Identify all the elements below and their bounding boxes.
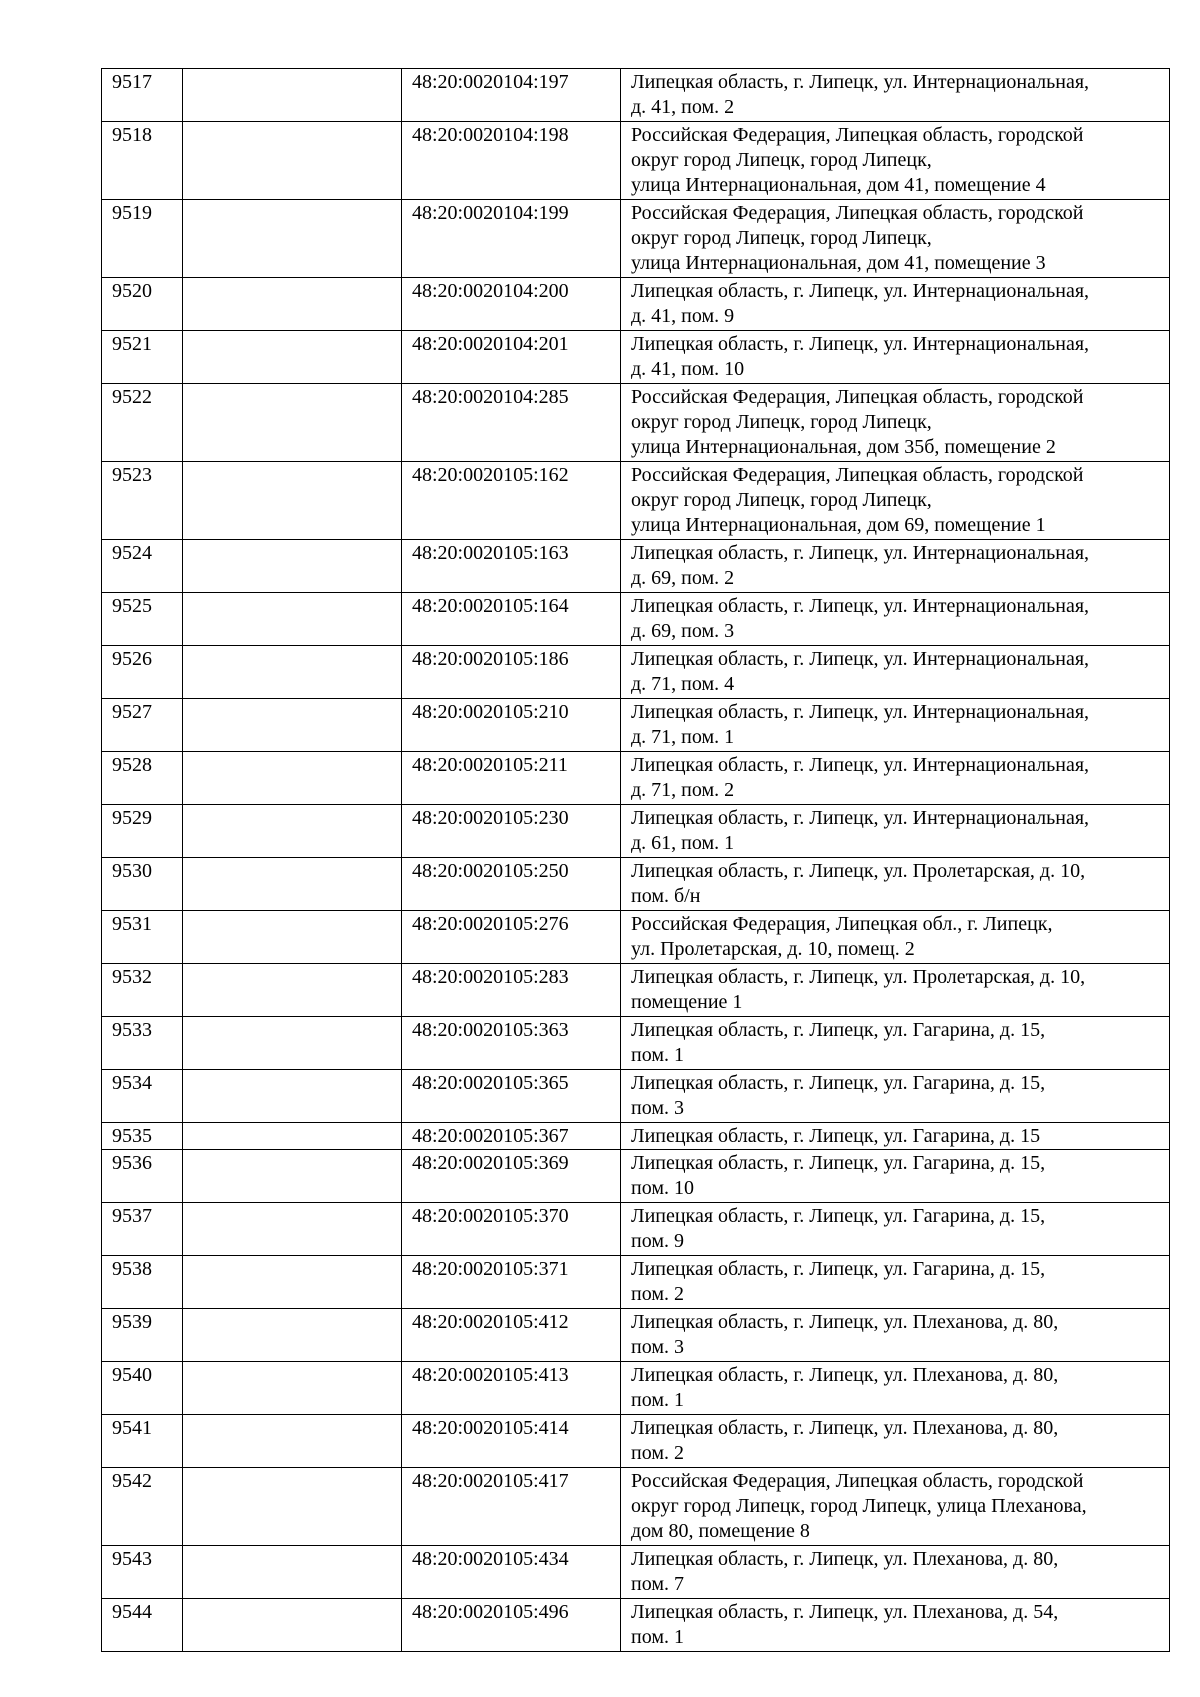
row-empty-cell xyxy=(183,805,402,858)
row-empty-cell xyxy=(183,1415,402,1468)
table-row xyxy=(102,1415,1170,1468)
cadastral-number: 48:20:0020105:164 xyxy=(402,593,621,646)
row-empty-cell xyxy=(183,540,402,593)
row-empty-cell xyxy=(183,1546,402,1599)
address: Липецкая область, г. Липецк, ул. Гагарина, д. 15, пом. 2 xyxy=(621,1256,1170,1309)
table-row xyxy=(102,331,1170,384)
row-number: 9529 xyxy=(102,805,183,858)
row-empty-cell xyxy=(183,699,402,752)
table-row xyxy=(102,1150,1170,1203)
address: Российская Федерация, Липецкая область, городской округ город Липецк, город Липецк, улица Плеханова, дом 80, помещение 8 xyxy=(621,1468,1170,1546)
row-number: 9541 xyxy=(102,1415,183,1468)
table-row xyxy=(102,1599,1170,1652)
cadastral-number: 48:20:0020104:285 xyxy=(402,384,621,462)
row-number: 9517 xyxy=(102,69,183,122)
table-row xyxy=(102,593,1170,646)
table-row xyxy=(102,69,1170,122)
row-empty-cell xyxy=(183,278,402,331)
cadastral-number: 48:20:0020105:367 xyxy=(402,1123,621,1150)
table-row xyxy=(102,462,1170,540)
row-empty-cell xyxy=(183,911,402,964)
address: Липецкая область, г. Липецк, ул. Плеханова, д. 80, пом. 3 xyxy=(621,1309,1170,1362)
cadastral-number: 48:20:0020105:371 xyxy=(402,1256,621,1309)
table-row xyxy=(102,964,1170,1017)
address: Липецкая область, г. Липецк, ул. Интернациональная, д. 61, пом. 1 xyxy=(621,805,1170,858)
row-number: 9536 xyxy=(102,1150,183,1203)
cadastral-number: 48:20:0020104:200 xyxy=(402,278,621,331)
cadastral-number: 48:20:0020105:283 xyxy=(402,964,621,1017)
table-row xyxy=(102,1362,1170,1415)
row-empty-cell xyxy=(183,122,402,200)
cadastral-number: 48:20:0020105:162 xyxy=(402,462,621,540)
row-empty-cell xyxy=(183,1150,402,1203)
address: Липецкая область, г. Липецк, ул. Плеханова, д. 80, пом. 2 xyxy=(621,1415,1170,1468)
cadastral-number: 48:20:0020105:365 xyxy=(402,1070,621,1123)
table-row xyxy=(102,646,1170,699)
cadastral-number: 48:20:0020105:250 xyxy=(402,858,621,911)
row-empty-cell xyxy=(183,331,402,384)
row-empty-cell xyxy=(183,1599,402,1652)
row-empty-cell xyxy=(183,1468,402,1546)
table-row xyxy=(102,1070,1170,1123)
table-row xyxy=(102,1256,1170,1309)
row-number: 9524 xyxy=(102,540,183,593)
table-row xyxy=(102,1123,1170,1150)
address: Липецкая область, г. Липецк, ул. Интернациональная, д. 69, пом. 3 xyxy=(621,593,1170,646)
row-empty-cell xyxy=(183,1362,402,1415)
cadastral-number: 48:20:0020104:199 xyxy=(402,200,621,278)
address: Российская Федерация, Липецкая область, городской округ город Липецк, город Липецк, улица Интернациональная, дом 41, помещение 4 xyxy=(621,122,1170,200)
cadastral-number: 48:20:0020105:230 xyxy=(402,805,621,858)
address: Липецкая область, г. Липецк, ул. Плеханова, д. 54, пом. 1 xyxy=(621,1599,1170,1652)
cadastral-number: 48:20:0020105:210 xyxy=(402,699,621,752)
table-row xyxy=(102,1203,1170,1256)
cadastral-number: 48:20:0020105:417 xyxy=(402,1468,621,1546)
row-empty-cell xyxy=(183,1070,402,1123)
row-number: 9533 xyxy=(102,1017,183,1070)
address: Липецкая область, г. Липецк, ул. Гагарина, д. 15, пом. 10 xyxy=(621,1150,1170,1203)
table-row xyxy=(102,540,1170,593)
row-number: 9540 xyxy=(102,1362,183,1415)
row-empty-cell xyxy=(183,1309,402,1362)
cadastral-number: 48:20:0020104:197 xyxy=(402,69,621,122)
cadastral-number: 48:20:0020105:276 xyxy=(402,911,621,964)
cadastral-number: 48:20:0020105:211 xyxy=(402,752,621,805)
row-number: 9528 xyxy=(102,752,183,805)
row-number: 9539 xyxy=(102,1309,183,1362)
address: Липецкая область, г. Липецк, ул. Плеханова, д. 80, пом. 1 xyxy=(621,1362,1170,1415)
row-empty-cell xyxy=(183,1017,402,1070)
table-row xyxy=(102,911,1170,964)
table-row xyxy=(102,858,1170,911)
cadastral-number: 48:20:0020105:370 xyxy=(402,1203,621,1256)
table-row xyxy=(102,1309,1170,1362)
row-empty-cell xyxy=(183,1203,402,1256)
address: Российская Федерация, Липецкая область, городской округ город Липецк, город Липецк, улица Интернациональная, дом 35б, помещение 2 xyxy=(621,384,1170,462)
row-number: 9518 xyxy=(102,122,183,200)
row-empty-cell xyxy=(183,384,402,462)
cadastral-number: 48:20:0020105:186 xyxy=(402,646,621,699)
row-empty-cell xyxy=(183,593,402,646)
address: Липецкая область, г. Липецк, ул. Интернациональная, д. 71, пом. 1 xyxy=(621,699,1170,752)
property-table-body xyxy=(102,69,1170,1652)
address: Российская Федерация, Липецкая область, городской округ город Липецк, город Липецк, улица Интернациональная, дом 41, помещение 3 xyxy=(621,200,1170,278)
address: Липецкая область, г. Липецк, ул. Гагарина, д. 15, пом. 1 xyxy=(621,1017,1170,1070)
cadastral-number: 48:20:0020104:198 xyxy=(402,122,621,200)
table-row xyxy=(102,699,1170,752)
table-row xyxy=(102,1546,1170,1599)
table-row xyxy=(102,805,1170,858)
cadastral-number: 48:20:0020105:363 xyxy=(402,1017,621,1070)
row-empty-cell xyxy=(183,462,402,540)
row-number: 9522 xyxy=(102,384,183,462)
row-empty-cell xyxy=(183,69,402,122)
table-row xyxy=(102,122,1170,200)
table-row xyxy=(102,200,1170,278)
property-table xyxy=(101,68,1170,1652)
row-number: 9537 xyxy=(102,1203,183,1256)
row-empty-cell xyxy=(183,1256,402,1309)
address: Липецкая область, г. Липецк, ул. Интернациональная, д. 71, пом. 2 xyxy=(621,752,1170,805)
row-number: 9520 xyxy=(102,278,183,331)
row-number: 9521 xyxy=(102,331,183,384)
table-row xyxy=(102,384,1170,462)
row-empty-cell xyxy=(183,200,402,278)
cadastral-number: 48:20:0020105:496 xyxy=(402,1599,621,1652)
row-empty-cell xyxy=(183,964,402,1017)
row-empty-cell xyxy=(183,858,402,911)
address: Липецкая область, г. Липецк, ул. Пролетарская, д. 10, пом. б/н xyxy=(621,858,1170,911)
row-number: 9532 xyxy=(102,964,183,1017)
row-number: 9538 xyxy=(102,1256,183,1309)
row-number: 9531 xyxy=(102,911,183,964)
row-number: 9543 xyxy=(102,1546,183,1599)
row-number: 9525 xyxy=(102,593,183,646)
cadastral-number: 48:20:0020104:201 xyxy=(402,331,621,384)
row-empty-cell xyxy=(183,646,402,699)
row-number: 9544 xyxy=(102,1599,183,1652)
row-number: 9530 xyxy=(102,858,183,911)
cadastral-number: 48:20:0020105:434 xyxy=(402,1546,621,1599)
row-empty-cell xyxy=(183,1123,402,1150)
table-row xyxy=(102,1468,1170,1546)
address: Липецкая область, г. Липецк, ул. Интернациональная, д. 41, пом. 10 xyxy=(621,331,1170,384)
cadastral-number: 48:20:0020105:369 xyxy=(402,1150,621,1203)
address: Российская Федерация, Липецкая область, городской округ город Липецк, город Липецк, улица Интернациональная, дом 69, помещение 1 xyxy=(621,462,1170,540)
address: Российская Федерация, Липецкая обл., г. Липецк, ул. Пролетарская, д. 10, помещ. 2 xyxy=(621,911,1170,964)
cadastral-number: 48:20:0020105:412 xyxy=(402,1309,621,1362)
address: Липецкая область, г. Липецк, ул. Плеханова, д. 80, пом. 7 xyxy=(621,1546,1170,1599)
address: Липецкая область, г. Липецк, ул. Интернациональная, д. 69, пом. 2 xyxy=(621,540,1170,593)
row-number: 9523 xyxy=(102,462,183,540)
address: Липецкая область, г. Липецк, ул. Интернациональная, д. 71, пом. 4 xyxy=(621,646,1170,699)
row-number: 9527 xyxy=(102,699,183,752)
table-row xyxy=(102,278,1170,331)
address: Липецкая область, г. Липецк, ул. Интернациональная, д. 41, пом. 9 xyxy=(621,278,1170,331)
cadastral-number: 48:20:0020105:163 xyxy=(402,540,621,593)
address: Липецкая область, г. Липецк, ул. Гагарина, д. 15 xyxy=(621,1123,1170,1150)
table-row xyxy=(102,752,1170,805)
cadastral-number: 48:20:0020105:414 xyxy=(402,1415,621,1468)
address: Липецкая область, г. Липецк, ул. Гагарина, д. 15, пом. 9 xyxy=(621,1203,1170,1256)
address: Липецкая область, г. Липецк, ул. Пролетарская, д. 10, помещение 1 xyxy=(621,964,1170,1017)
row-number: 9526 xyxy=(102,646,183,699)
row-empty-cell xyxy=(183,752,402,805)
address: Липецкая область, г. Липецк, ул. Интернациональная, д. 41, пом. 2 xyxy=(621,69,1170,122)
cadastral-number: 48:20:0020105:413 xyxy=(402,1362,621,1415)
address: Липецкая область, г. Липецк, ул. Гагарина, д. 15, пом. 3 xyxy=(621,1070,1170,1123)
row-number: 9519 xyxy=(102,200,183,278)
row-number: 9535 xyxy=(102,1123,183,1150)
row-number: 9542 xyxy=(102,1468,183,1546)
table-row xyxy=(102,1017,1170,1070)
row-number: 9534 xyxy=(102,1070,183,1123)
